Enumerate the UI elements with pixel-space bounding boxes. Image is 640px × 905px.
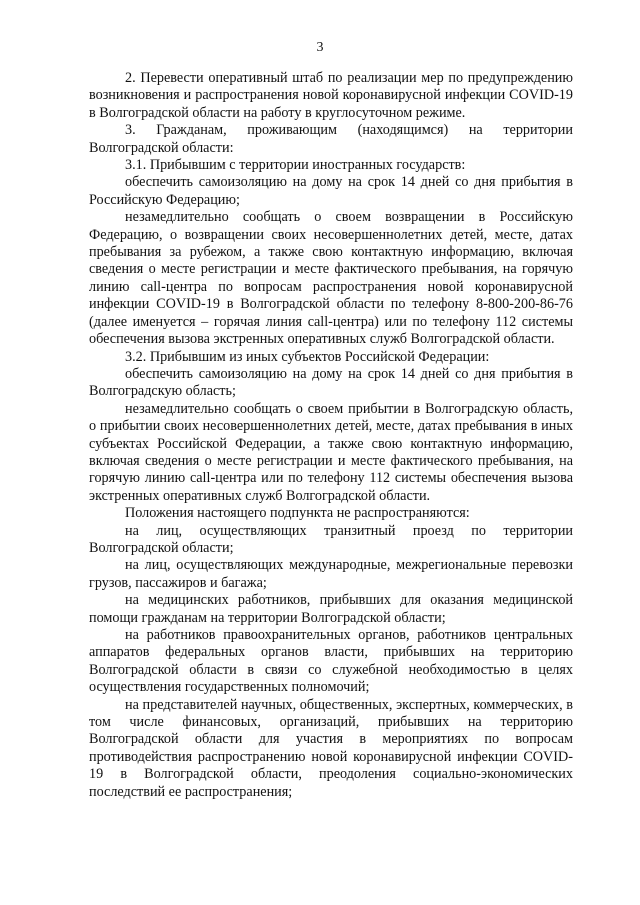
paragraph: незамедлительно сообщать о своем прибытии в Волгоградскую область, о прибытии своих несовершеннолетних детей, месте, датах пребывания в иных субъектах Российской Федерации, а также свою контактную информацию, включая сведения о месте регистрации и месте фактического пребывания, на горячую линию call-центра или по телефону 112 системы обеспечения вызова экстренных оперативных служб Волгоградской области.: [89, 400, 573, 504]
paragraph: 2. Перевести оперативный штаб по реализации мер по предупреждению возникновения и распространения новой коронавирусной инфекции COVID-19 в Волгоградской области на работу в круглосуточном режиме.: [89, 70, 573, 121]
paragraph: обеспечить самоизоляцию на дому на срок 14 дней со дня прибытия в Волгоградскую область;: [89, 365, 573, 400]
paragraph: на лиц, осуществляющих транзитный проезд по территории Волгоградской области;: [89, 522, 573, 556]
paragraph: 3. Гражданам, проживающим (находящимся) на территории Волгоградской области:: [89, 122, 573, 156]
paragraph: на работников правоохранительных органов, работников центральных аппаратов федеральных органов власти, прибывших на территорию Волгоградской области в связи со служебной необходимостью в целях осуществления государственных полномочий;: [89, 627, 573, 696]
paragraph: на лиц, осуществляющих международные, межрегиональные перевозки грузов, пассажиров и багажа;: [89, 557, 573, 591]
paragraph: на медицинских работников, прибывших для оказания медицинской помощи гражданам на территории Волгоградской области;: [89, 592, 573, 626]
paragraph: обеспечить самоизоляцию на дому на срок 14 дней со дня прибытия в Российскую Федерацию;: [89, 174, 573, 208]
paragraph: Положения настоящего подпункта не распространяются:: [125, 505, 470, 522]
document-body: [89, 70, 573, 801]
paragraph: незамедлительно сообщать о своем возвращении в Российскую Федерацию, о возвращении своих несовершеннолетних детей, месте, датах пребывания за рубежом, а также свою контактную информацию, включая сведения о месте регистрации и месте фактического пребывания, на горячую линию call-центра по вопросам распространения новой коронавирусной инфекции COVID-19 в Волгоградской области по телефону 8-800-200-86-76 (далее именуется – горячая линия call-центра) или по телефону 112 системы обеспечения вызова экстренных оперативных служб Волгоградской области.: [89, 209, 573, 348]
paragraph: на представителей научных, общественных, экспертных, коммерческих, в том числе финансовых, организаций, прибывших на территорию Волгоградской области для участия в мероприятиях по вопросам противодействия распространению новой коронавирусной инфекции COVID-19 в Волгоградской области, преодоления социально-экономических последствий ее распространения;: [89, 696, 573, 800]
paragraph: 3.1. Прибывшим с территории иностранных государств:: [125, 157, 466, 174]
paragraph: 3.2. Прибывшим из иных субъектов Российской Федерации:: [125, 348, 490, 365]
page-number: 3: [316, 40, 324, 55]
